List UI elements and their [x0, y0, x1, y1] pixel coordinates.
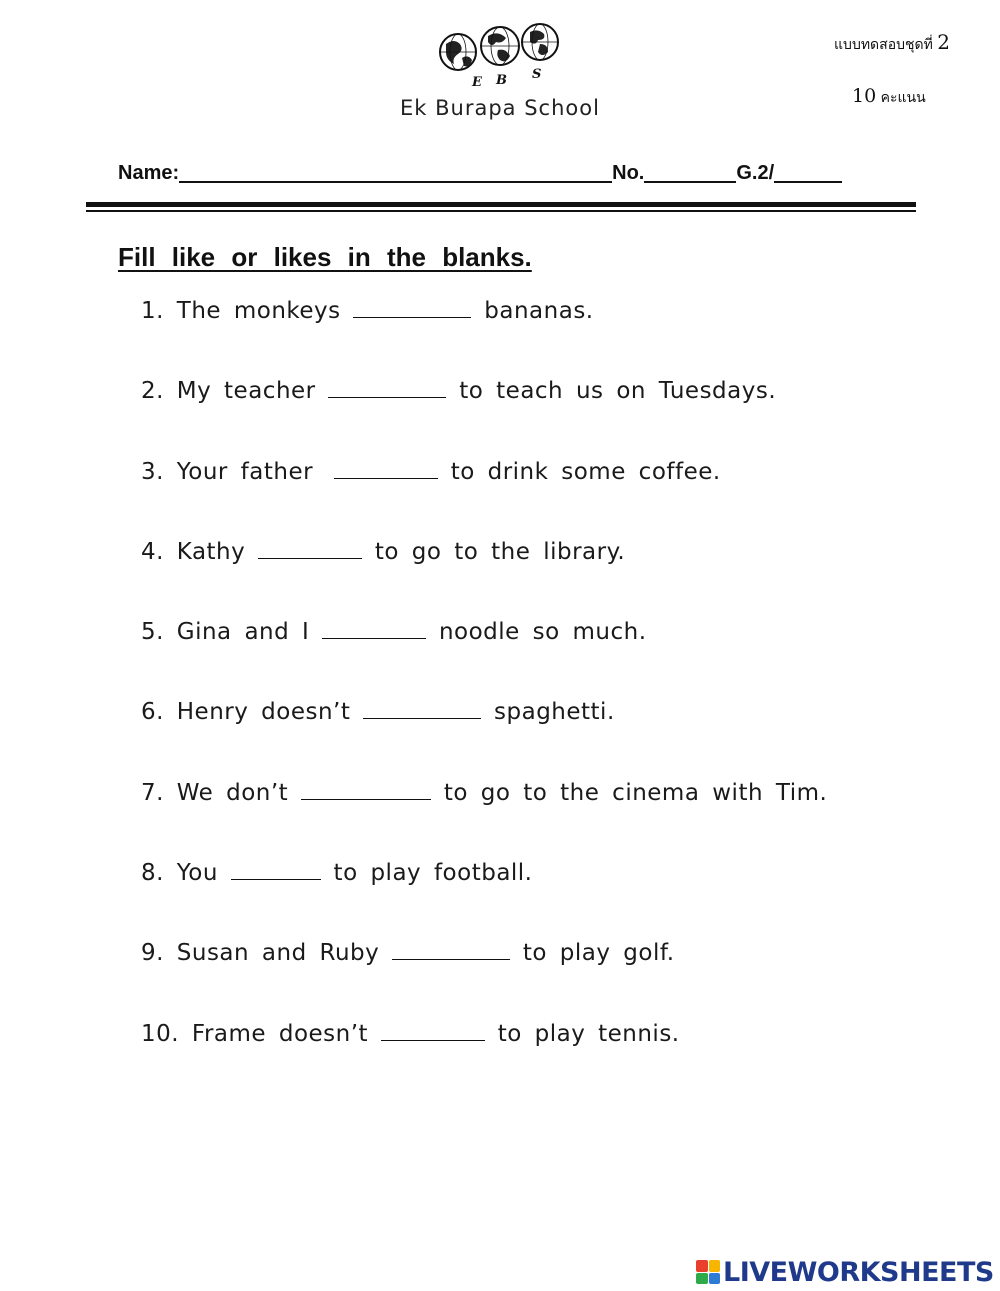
test-set-number: 2: [937, 30, 950, 54]
answer-blank[interactable]: [392, 943, 510, 960]
grade-field[interactable]: [774, 163, 842, 183]
question-number: 5.: [141, 619, 164, 646]
question-2: [141, 378, 827, 458]
answer-blank[interactable]: [231, 863, 321, 880]
question-4: [141, 539, 827, 619]
header-divider-thick: [86, 202, 916, 207]
question-text-after: bananas.: [484, 298, 594, 324]
question-text-before: Frame doesn’t: [191, 1020, 369, 1047]
logo-tile: [709, 1273, 721, 1285]
answer-blank[interactable]: [334, 462, 438, 479]
question-text-after: noodle so much.: [438, 619, 647, 646]
question-text-after: to play football.: [333, 860, 533, 887]
liveworksheets-brand: [696, 1256, 994, 1288]
question-5: [141, 619, 827, 699]
question-text-after: to go to the cinema with Tim.: [443, 779, 828, 806]
instruction-heading: Fill like or likes in the blanks.: [118, 242, 532, 272]
question-text-after: spaghetti.: [494, 699, 615, 726]
logo-tile: [696, 1273, 708, 1285]
question-text-before: My teacher: [176, 378, 316, 405]
answer-blank[interactable]: [322, 622, 426, 639]
question-text-after: to play golf.: [522, 940, 675, 967]
logo-tile: [709, 1260, 721, 1272]
school-name: Ek Burapa School: [400, 96, 600, 120]
logo-tile: [696, 1260, 708, 1272]
question-text-before: Henry doesn’t: [176, 699, 351, 726]
score-number: 10: [852, 85, 877, 107]
question-1: [141, 298, 827, 378]
question-3: [141, 459, 827, 539]
answer-blank[interactable]: [363, 702, 481, 719]
question-number: 7.: [141, 779, 164, 806]
question-number: 10.: [141, 1020, 180, 1047]
question-7: [141, 780, 827, 860]
question-number: 2.: [141, 378, 164, 405]
grade-label: G.2/: [736, 162, 775, 184]
test-set-text: แบบทดสอบชุดที่: [834, 37, 933, 53]
number-field[interactable]: [644, 163, 736, 183]
question-number: 6.: [141, 699, 164, 726]
question-text-before: The monkeys: [176, 298, 341, 324]
liveworksheets-wordmark: LIVEWORKSHEETS: [723, 1256, 994, 1288]
number-label: No.: [612, 162, 645, 184]
test-set-label: [834, 30, 950, 56]
score-text: คะแนน: [880, 90, 926, 106]
score-label: [852, 85, 926, 109]
question-6: [141, 699, 827, 779]
question-list: [141, 298, 827, 1101]
liveworksheets-logo-icon: [696, 1260, 720, 1284]
question-text-before: Kathy: [176, 538, 246, 565]
question-number: 9.: [141, 940, 164, 967]
question-text-after: to play tennis.: [497, 1020, 680, 1047]
question-8: [141, 860, 827, 940]
logo-letter-b: B: [496, 73, 507, 88]
name-label: Name:: [118, 162, 180, 184]
question-text-before: Susan and Ruby: [176, 940, 380, 967]
question-number: 4.: [141, 538, 164, 565]
answer-blank[interactable]: [353, 301, 471, 318]
question-text-after: to drink some coffee.: [450, 458, 721, 485]
question-text-before: Your father: [176, 458, 314, 485]
question-text-before: Gina and I: [176, 619, 310, 646]
logo-letter-e: E: [472, 75, 482, 90]
question-text-after: to go to the library.: [374, 538, 626, 565]
answer-blank[interactable]: [328, 381, 446, 398]
logo-letter-s: S: [532, 67, 542, 82]
question-text-before: You: [176, 860, 218, 887]
name-field[interactable]: [179, 163, 612, 183]
question-text-before: We don’t: [176, 779, 289, 806]
question-text-after: to teach us on Tuesdays.: [459, 378, 777, 405]
header-divider-thin: [86, 210, 916, 212]
answer-blank[interactable]: [258, 542, 362, 559]
question-number: 8.: [141, 860, 164, 887]
question-number: 3.: [141, 458, 164, 485]
school-logo: [436, 22, 566, 92]
question-number: 1.: [141, 298, 164, 324]
answer-blank[interactable]: [301, 783, 431, 800]
student-info-row: [118, 162, 918, 185]
answer-blank[interactable]: [381, 1024, 485, 1041]
question-10: [141, 1021, 827, 1101]
question-9: [141, 940, 827, 1020]
